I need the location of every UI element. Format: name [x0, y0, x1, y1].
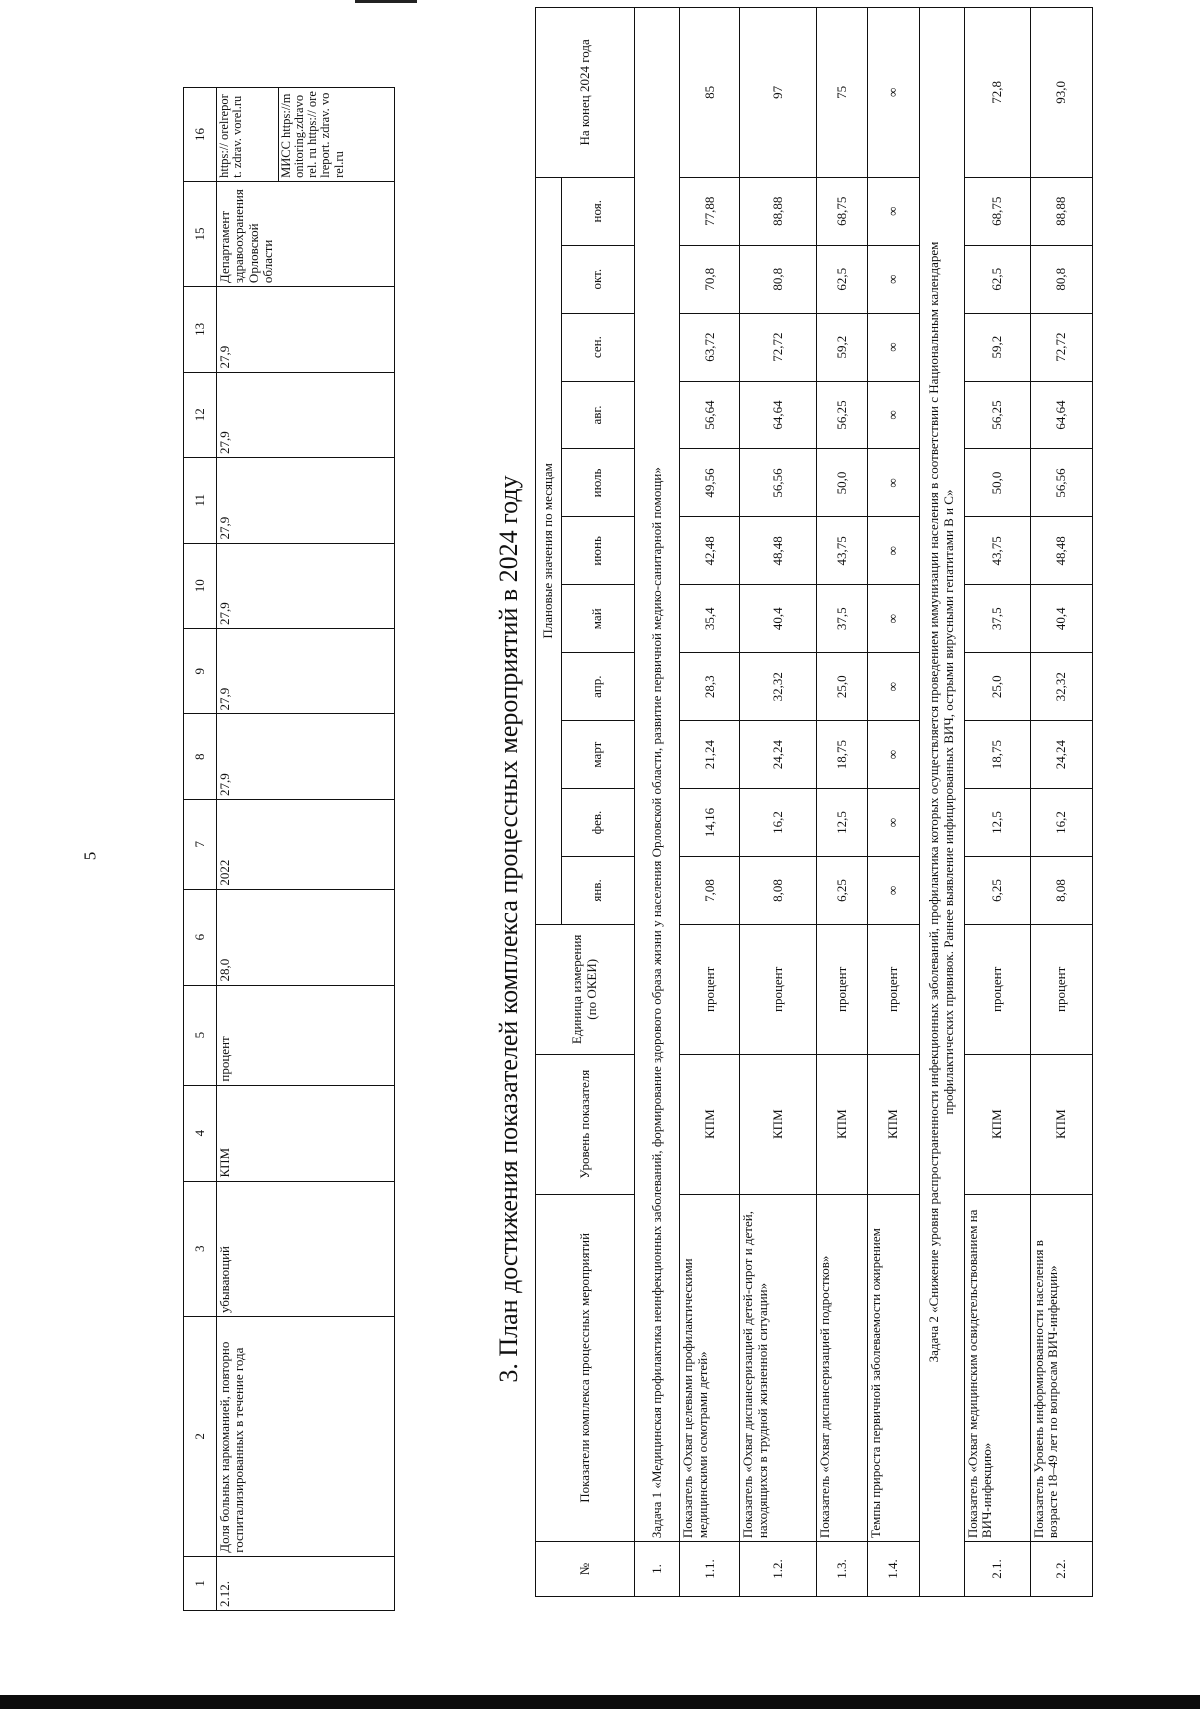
month-value: 88,88	[1031, 177, 1093, 245]
column-number: 6	[184, 889, 217, 985]
data-source-bottom: МИСС https://monitoring.zdravorel. ru https:// orelreport. zdrav. vorel.ru	[279, 88, 395, 182]
task-row	[919, 8, 964, 1597]
page-number: 5	[80, 851, 100, 861]
indicator-unit: процент	[868, 924, 920, 1054]
indicator-name: Доля больных наркоманией, повторно госпитализированных в течение года	[217, 1317, 395, 1557]
month-value: 43,75	[816, 517, 868, 585]
month-value: 72,72	[1031, 313, 1093, 381]
month-value: ∞	[868, 721, 920, 789]
month-value: ∞	[868, 245, 920, 313]
column-number: 1	[184, 1556, 217, 1610]
row-number: 1.1.	[680, 1542, 740, 1597]
task-text-line: профилактических прививок. Раннее выявление инфицированных ВИЧ, острыми вирусными гепатитами В и С»	[940, 489, 956, 1115]
indicator-direction: убывающий	[217, 1181, 395, 1317]
month-value: 77,88	[680, 177, 740, 245]
table-row	[965, 8, 1031, 1597]
table-row	[816, 8, 868, 1597]
month-value: ∞	[868, 517, 920, 585]
month-value: 49,56	[680, 449, 740, 517]
month-value: 37,5	[965, 585, 1031, 653]
value-cell: 27,9	[217, 629, 395, 714]
row-number: 2.12.	[217, 1556, 395, 1610]
indicator-name: Показатель «Охват диспансеризацией подростков»	[816, 1194, 868, 1542]
month-value: 48,48	[740, 517, 816, 585]
month-value: 8,08	[740, 857, 816, 925]
column-number: 9	[184, 629, 217, 714]
column-number: 11	[184, 458, 217, 543]
task-description	[919, 8, 964, 1597]
month-value: 43,75	[965, 517, 1031, 585]
value-cell: 27,9	[217, 543, 395, 628]
month-value: 7,08	[680, 857, 740, 925]
column-number: 4	[184, 1085, 217, 1181]
column-number: 10	[184, 543, 217, 628]
value-cell: 27,9	[217, 714, 395, 799]
month-value: 21,24	[680, 721, 740, 789]
month-value: 56,25	[816, 381, 868, 449]
month-header: янв.	[561, 857, 634, 925]
month-value: 6,25	[816, 857, 868, 925]
row-number: 2.2.	[1031, 1542, 1093, 1597]
indicator-unit: процент	[965, 924, 1031, 1054]
month-value: 56,56	[740, 449, 816, 517]
month-value: 56,25	[965, 381, 1031, 449]
month-value: 16,2	[1031, 789, 1093, 857]
month-header: ноя.	[561, 177, 634, 245]
indicator-level: КПМ	[740, 1054, 816, 1194]
month-value: 32,32	[1031, 653, 1093, 721]
base-year: 2022	[217, 799, 395, 889]
value-cell: 27,9	[217, 458, 395, 543]
indicator-level: КПМ	[816, 1054, 868, 1194]
month-value: 18,75	[965, 721, 1031, 789]
header-row	[536, 8, 562, 1597]
table-row	[680, 8, 740, 1597]
year-end-value: 72,8	[965, 8, 1031, 178]
responsible-body: Департамент здравоохранения Орловской области	[217, 181, 395, 286]
month-value: 56,64	[680, 381, 740, 449]
column-number: 15	[184, 181, 217, 286]
month-value: ∞	[868, 789, 920, 857]
month-value: 50,0	[816, 449, 868, 517]
month-value: ∞	[868, 857, 920, 925]
month-value: 80,8	[1031, 245, 1093, 313]
indicator-name: Показатель «Охват медицинским освидетельствованием на ВИЧ-инфекцию»	[965, 1194, 1031, 1542]
row-number: 1.4.	[868, 1542, 920, 1597]
month-value: 63,72	[680, 313, 740, 381]
column-number: 8	[184, 714, 217, 799]
value-cell: 27,9	[217, 287, 395, 372]
column-number: 5	[184, 985, 217, 1085]
indicator-level: КПМ	[868, 1054, 920, 1194]
month-header: окт.	[561, 245, 634, 313]
month-value: 80,8	[740, 245, 816, 313]
month-value: ∞	[868, 653, 920, 721]
continuation-table	[183, 87, 395, 1611]
month-value: 25,0	[816, 653, 868, 721]
month-value: 25,0	[965, 653, 1031, 721]
page-title: 3. План достижения показателей комплекса процессных мероприятий в 2024 году	[494, 475, 523, 1383]
indicator-unit: процент	[680, 924, 740, 1054]
month-value: 37,5	[816, 585, 868, 653]
task-row	[635, 8, 680, 1597]
month-value: ∞	[868, 313, 920, 381]
column-number-row	[184, 88, 217, 1611]
data-source-top: https:// orelreport. zdrav. vorel.ru	[217, 88, 279, 182]
indicator-level: КПМ	[217, 1085, 395, 1181]
month-value: 56,56	[1031, 449, 1093, 517]
month-value: 68,75	[965, 177, 1031, 245]
task-description: Задача 1 «Медицинская профилактика неинфекционных заболеваний, формирование здорового образа жизни у населения Орловской области, развитие первичной медико-санитарной помощи»	[635, 8, 680, 1542]
scan-bottom-edge	[0, 1695, 1200, 1709]
month-value: ∞	[868, 585, 920, 653]
month-value: 32,32	[740, 653, 816, 721]
header-planned-values: Плановые значения по месяцам	[536, 177, 562, 924]
month-value: 62,5	[816, 245, 868, 313]
month-value: 14,16	[680, 789, 740, 857]
month-value: 42,48	[680, 517, 740, 585]
column-number: 3	[184, 1181, 217, 1317]
base-value: 28,0	[217, 889, 395, 985]
month-value: 18,75	[816, 721, 868, 789]
month-value: ∞	[868, 177, 920, 245]
table-row	[217, 88, 279, 1611]
month-value: 48,48	[1031, 517, 1093, 585]
month-value: 16,2	[740, 789, 816, 857]
month-value: 50,0	[965, 449, 1031, 517]
column-number: 16	[184, 88, 217, 182]
indicator-name: Показатель Уровень информированности населения в возрасте 18–49 лет по вопросам ВИЧ-инфекции»	[1031, 1194, 1093, 1542]
month-header: июнь	[561, 517, 634, 585]
column-number: 12	[184, 372, 217, 457]
task-number: 1.	[635, 1542, 680, 1597]
month-value: 12,5	[965, 789, 1031, 857]
month-header: сен.	[561, 313, 634, 381]
year-end-value: 97	[740, 8, 816, 178]
month-value: 24,24	[1031, 721, 1093, 789]
indicator-name: Показатель «Охват диспансеризацией детей-сирот и детей, находящихся в трудной жизненной ситуации»	[740, 1194, 816, 1542]
indicator-level: КПМ	[1031, 1054, 1093, 1194]
column-number: 2	[184, 1317, 217, 1557]
month-value: 70,8	[680, 245, 740, 313]
indicator-unit: процент	[1031, 924, 1093, 1054]
month-value: 24,24	[740, 721, 816, 789]
indicator-level: КПМ	[680, 1054, 740, 1194]
indicator-level: КПМ	[965, 1054, 1031, 1194]
table-row	[1031, 8, 1093, 1597]
row-number: 1.3.	[816, 1542, 868, 1597]
header-indicator: Показатели комплекса процессных мероприятий	[536, 1194, 635, 1542]
task-text-line: Задача 2 «Снижение уровня распространенности инфекционных заболеваний, профилактика которых осуществляется проведением иммунизации населения в соответствии с Национальным календарем	[925, 241, 941, 1363]
year-end-value: ∞	[868, 8, 920, 178]
header-level: Уровень показателя	[536, 1054, 635, 1194]
month-value: 88,88	[740, 177, 816, 245]
month-value: 72,72	[740, 313, 816, 381]
month-value: 28,3	[680, 653, 740, 721]
plan-table	[535, 7, 1093, 1597]
year-end-value: 93,0	[1031, 8, 1093, 178]
month-value: 40,4	[740, 585, 816, 653]
month-value: 8,08	[1031, 857, 1093, 925]
indicator-name: Темпы прироста первичной заболеваемости ожирением	[868, 1194, 920, 1542]
month-value: 6,25	[965, 857, 1031, 925]
table-row	[740, 8, 816, 1597]
value-cell: 27,9	[217, 372, 395, 457]
month-value: 68,75	[816, 177, 868, 245]
month-header: авг.	[561, 381, 634, 449]
month-value: 64,64	[1031, 381, 1093, 449]
month-value: 35,4	[680, 585, 740, 653]
month-value: 59,2	[965, 313, 1031, 381]
row-number: 1.2.	[740, 1542, 816, 1597]
indicator-unit: процент	[816, 924, 868, 1054]
header-number: №	[536, 1542, 635, 1597]
month-value: 64,64	[740, 381, 816, 449]
month-value: 40,4	[1031, 585, 1093, 653]
month-header: май	[561, 585, 634, 653]
row-number: 2.1.	[965, 1542, 1031, 1597]
month-header: апр.	[561, 653, 634, 721]
month-header: март	[561, 721, 634, 789]
month-header: июль	[561, 449, 634, 517]
month-header: фев.	[561, 789, 634, 857]
month-value: ∞	[868, 449, 920, 517]
table-row	[868, 8, 920, 1597]
indicator-name: Показатель «Охват целевыми профилактическими медицинскими осмотрами детей»	[680, 1194, 740, 1542]
indicator-unit: процент	[217, 985, 395, 1085]
month-value: 62,5	[965, 245, 1031, 313]
header-year-end: На конец 2024 года	[536, 8, 635, 178]
year-end-value: 85	[680, 8, 740, 178]
header-unit: Единица измерения (по ОКЕИ)	[536, 924, 635, 1054]
month-value: 59,2	[816, 313, 868, 381]
month-value: ∞	[868, 381, 920, 449]
column-number: 7	[184, 799, 217, 889]
month-value: 12,5	[816, 789, 868, 857]
column-number: 13	[184, 287, 217, 372]
indicator-unit: процент	[740, 924, 816, 1054]
year-end-value: 75	[816, 8, 868, 178]
